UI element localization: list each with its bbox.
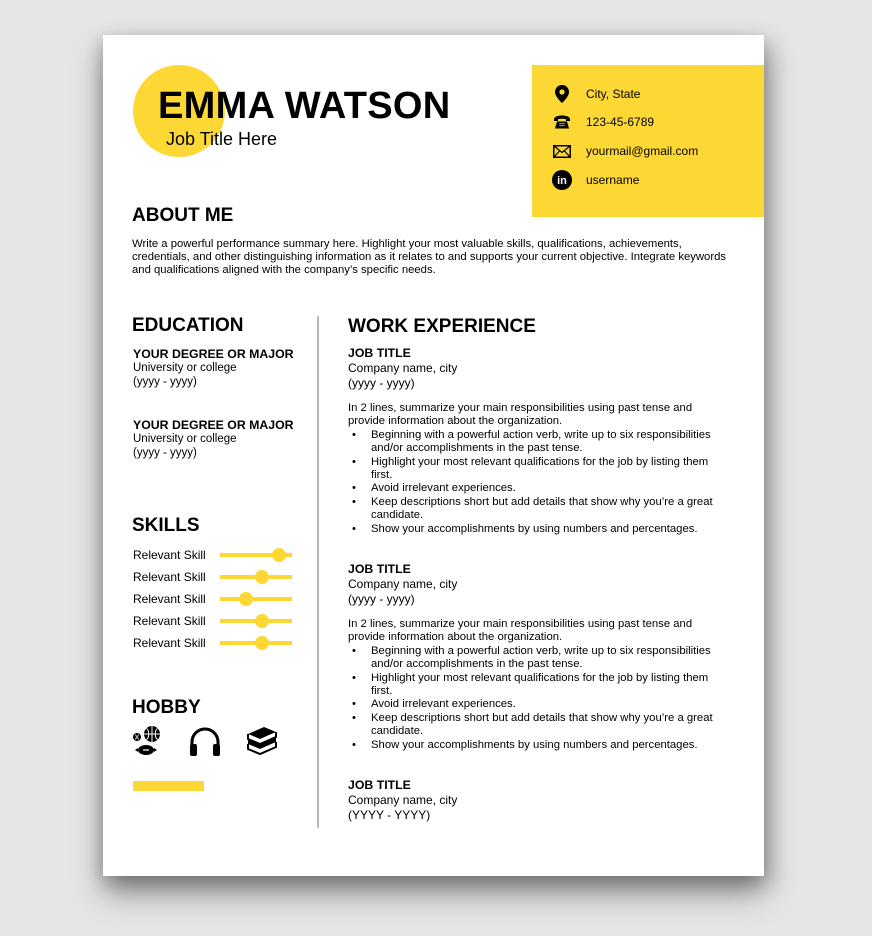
skills-heading: SKILLS — [132, 515, 200, 536]
contact-location — [552, 83, 640, 105]
accent-bar — [133, 781, 204, 791]
job-dates: (yyyy - yyyy) — [348, 376, 415, 390]
skill-row — [133, 613, 292, 629]
work-heading: WORK EXPERIENCE — [348, 316, 536, 337]
contact-linkedin — [552, 169, 639, 191]
job-bullet: • Keep descriptions short but add details that show why you’re a great candidate. — [371, 496, 728, 523]
job-entry — [348, 562, 728, 752]
education-dates: (yyyy - yyyy) — [133, 376, 197, 388]
skill-label: Relevant Skill — [133, 570, 206, 584]
job-title: JOB TITLE — [348, 562, 411, 576]
education-entry — [133, 347, 303, 389]
contact-location-text: City, State — [586, 87, 641, 101]
skill-level-knob[interactable] — [255, 570, 269, 584]
map-pin-icon — [552, 84, 572, 104]
skill-level-slider[interactable] — [220, 635, 292, 651]
job-dates: (YYYY - YYYY) — [348, 808, 431, 822]
about-text: Write a powerful performance summary here. Highlight your most valuable skills, qualifications, achievements, credentials, and other distinguishing information as it relates to and supports your current objective. Integrate keywords and qualifications aligned with the company’s specific needs. — [132, 238, 727, 277]
skill-row — [133, 591, 292, 607]
contact-email-text: yourmail@gmail.com — [586, 144, 699, 158]
linkedin-icon — [552, 170, 572, 190]
job-bullet: • Beginning with a powerful action verb, write up to six responsibilities and/or accomplishments in the past tense. — [371, 429, 728, 456]
skill-label: Relevant Skill — [133, 636, 206, 650]
skill-level-knob[interactable] — [255, 614, 269, 628]
job-bullet: • Avoid irrelevant experiences. — [371, 482, 728, 495]
contact-linkedin-text: username — [586, 173, 640, 187]
job-bullets — [348, 645, 728, 752]
job-bullets — [348, 429, 728, 536]
skill-level-slider[interactable] — [220, 547, 292, 563]
job-summary: In 2 lines, summarize your main responsibilities using past tense and provide information about the organization. — [348, 402, 693, 428]
job-dates: (yyyy - yyyy) — [348, 592, 415, 606]
candidate-name: EMMA WATSON — [158, 85, 451, 127]
sports-balls-icon — [131, 725, 165, 759]
about-heading: ABOUT ME — [132, 205, 234, 226]
headphones-icon — [188, 725, 222, 759]
envelope-icon — [552, 141, 572, 161]
skill-level-slider[interactable] — [220, 591, 292, 607]
education-entry — [133, 418, 303, 460]
job-bullet: • Highlight your most relevant qualifications for the job by listing them first. — [371, 672, 728, 699]
job-title: JOB TITLE — [348, 346, 411, 360]
education-degree: YOUR DEGREE OR MAJOR — [133, 418, 294, 432]
books-icon — [245, 725, 279, 759]
job-bullet: • Beginning with a powerful action verb, write up to six responsibilities and/or accomplishments in the past tense. — [371, 645, 728, 672]
skill-row — [133, 569, 292, 585]
skill-level-knob[interactable] — [255, 636, 269, 650]
job-company: Company name, city — [348, 793, 458, 807]
hobby-heading: HOBBY — [132, 697, 201, 718]
job-bullet: • Show your accomplishments by using numbers and percentages. — [371, 523, 728, 536]
job-company: Company name, city — [348, 361, 458, 375]
job-entry — [348, 778, 728, 823]
education-dates: (yyyy - yyyy) — [133, 447, 197, 459]
job-bullet: • Avoid irrelevant experiences. — [371, 698, 728, 711]
skill-label: Relevant Skill — [133, 548, 206, 562]
candidate-job-title: Job Title Here — [166, 129, 278, 149]
job-summary: In 2 lines, summarize your main responsibilities using past tense and provide information about the organization. — [348, 618, 693, 644]
skill-label: Relevant Skill — [133, 614, 206, 628]
skill-label: Relevant Skill — [133, 592, 206, 606]
skill-level-slider[interactable] — [220, 613, 292, 629]
skill-level-knob[interactable] — [272, 548, 286, 562]
job-entry — [348, 346, 728, 536]
column-divider — [317, 316, 319, 828]
contact-phone — [552, 111, 654, 133]
job-title: JOB TITLE — [348, 778, 411, 792]
resume-page — [103, 35, 764, 876]
contact-phone-text: 123-45-6789 — [586, 115, 655, 129]
education-school: University or college — [133, 433, 237, 445]
contact-box — [532, 65, 764, 217]
education-school: University or college — [133, 362, 237, 374]
education-degree: YOUR DEGREE OR MAJOR — [133, 347, 294, 361]
svg-text:in: in — [557, 175, 567, 187]
skill-row — [133, 547, 292, 563]
skill-level-knob[interactable] — [239, 592, 253, 606]
telephone-icon — [552, 112, 572, 132]
job-company: Company name, city — [348, 577, 458, 591]
education-heading: EDUCATION — [132, 315, 244, 336]
job-bullet: • Highlight your most relevant qualifications for the job by listing them first. — [371, 456, 728, 483]
contact-email — [552, 140, 698, 162]
skill-row — [133, 635, 292, 651]
skill-level-slider[interactable] — [220, 569, 292, 585]
job-bullet: • Keep descriptions short but add details that show why you’re a great candidate. — [371, 712, 728, 739]
job-bullet: • Show your accomplishments by using numbers and percentages. — [371, 739, 728, 752]
